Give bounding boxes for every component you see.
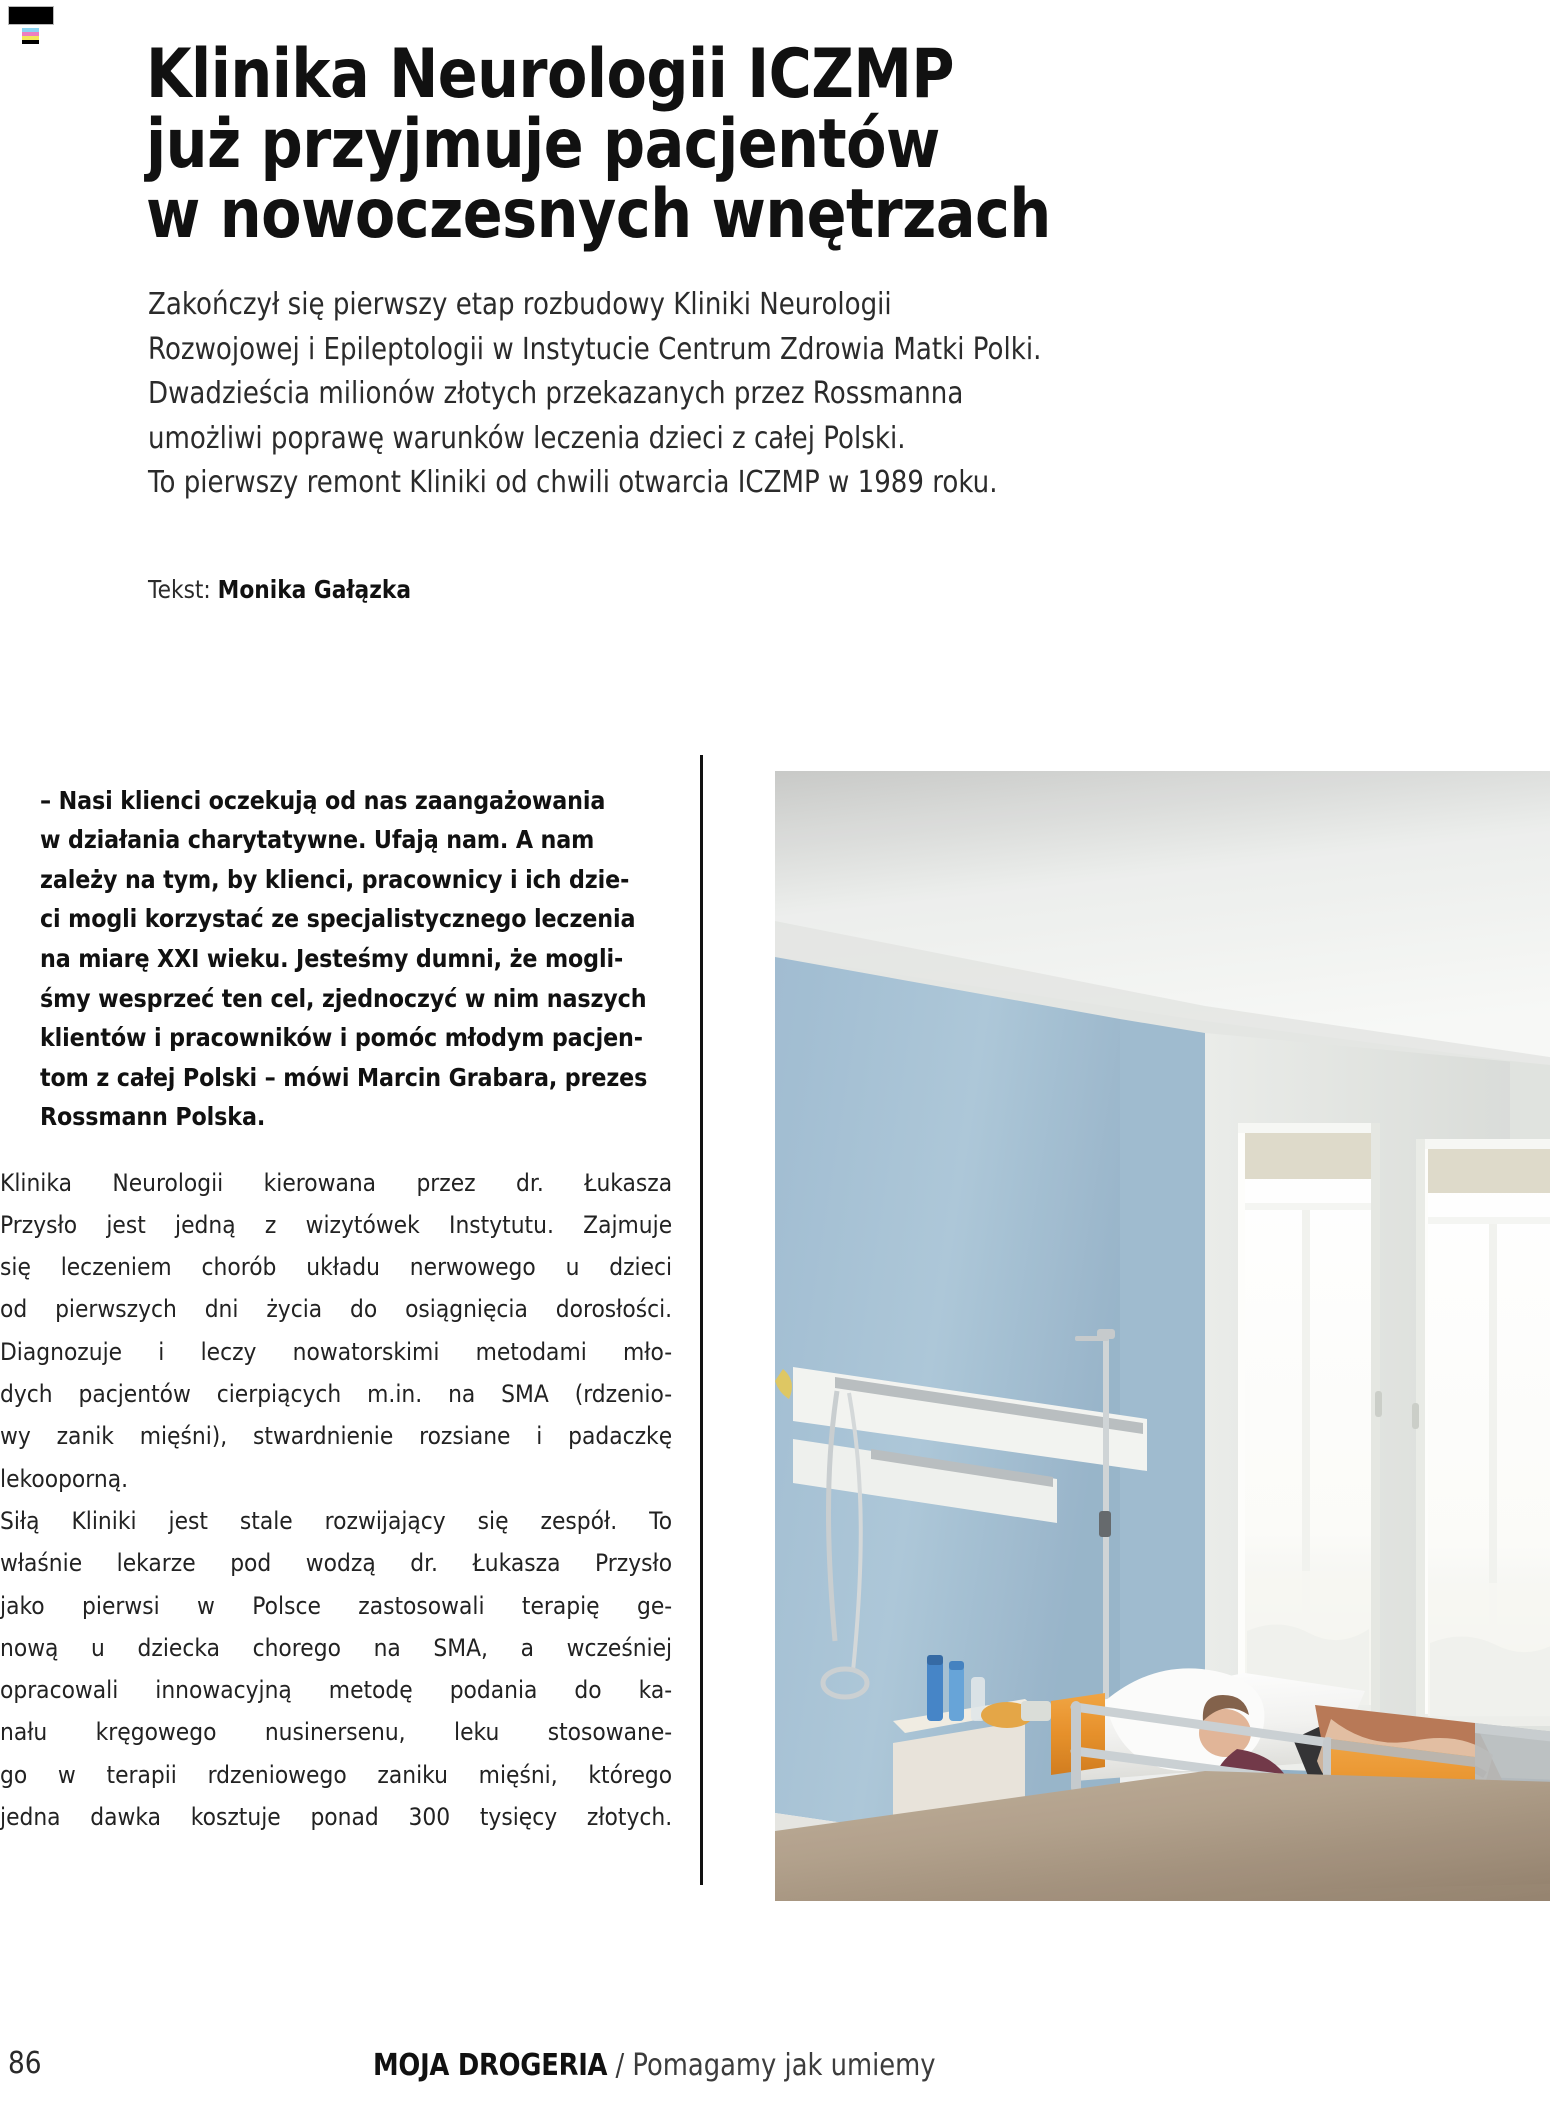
body-text-line	[0, 1542, 672, 1584]
footer-brand: MOJA DROGERIA	[373, 2048, 608, 2083]
column-divider-rule	[700, 755, 703, 1885]
body-text-word: 300	[408, 1801, 451, 1831]
body-text-line	[0, 1331, 672, 1373]
body-text-word: terapii	[106, 1759, 177, 1789]
body-text-word: leczy	[200, 1336, 257, 1366]
body-text-word: podania	[449, 1675, 538, 1705]
body-text-word: nerwowego	[409, 1252, 536, 1282]
body-text-word: go	[0, 1759, 28, 1789]
body-text-word: rozwijający	[324, 1505, 446, 1535]
body-text-word: wcześniej	[566, 1632, 673, 1662]
body-text-word: dr.	[410, 1548, 439, 1578]
body-text-word: nowatorskimi	[292, 1336, 440, 1366]
body-text-line	[0, 1204, 672, 1246]
byline-label: Tekst:	[148, 575, 211, 604]
body-text-word: kosztuje	[190, 1801, 281, 1831]
body-text-line	[0, 1669, 672, 1711]
body-text-word: rdzeniowego	[207, 1759, 347, 1789]
body-text-word: zaniku	[377, 1759, 448, 1789]
body-text-word: przez	[416, 1167, 476, 1197]
body-text-word: dorosłości.	[555, 1294, 673, 1324]
body-text-word: w	[57, 1759, 76, 1789]
pullquote-line-1: – Nasi klienci oczekują od nas zaangażowania	[40, 785, 606, 815]
pullquote-line-9: Rossmann Polska.	[40, 1102, 266, 1132]
body-text-word: jako	[0, 1590, 45, 1620]
body-text-word: Neurologii	[112, 1167, 224, 1197]
body-text-word: chorego	[252, 1632, 341, 1662]
body-text-word: na	[448, 1379, 476, 1409]
body-text-word: pod	[230, 1548, 272, 1578]
body-text-word: się	[477, 1505, 509, 1535]
body-text-word: do	[574, 1675, 602, 1705]
body-text-word: metodami	[475, 1336, 587, 1366]
body-text-line	[0, 1246, 672, 1288]
body-text-word: dr.	[516, 1167, 544, 1197]
body-text-word: Przysło	[595, 1548, 673, 1578]
body-text-word: złotych.	[586, 1801, 673, 1831]
body-text-word: mięśni,	[478, 1759, 558, 1789]
article-pullquote	[40, 781, 712, 1137]
body-text-word: dawka	[90, 1801, 162, 1831]
body-text-word: kręgowego	[95, 1717, 217, 1747]
lead-line-3: Dwadzieścia milionów złotych przekazanych przez Rossmanna	[148, 376, 964, 411]
body-text-word: stosowane-	[547, 1717, 673, 1747]
body-text-word: cierpiących	[216, 1379, 342, 1409]
body-text-word: jest	[106, 1209, 146, 1239]
body-text-word: do	[350, 1294, 378, 1324]
body-text-word: dni	[204, 1294, 239, 1324]
body-text-word: i	[158, 1336, 165, 1366]
body-text-word: To	[649, 1505, 673, 1535]
body-text-word: Klinika	[0, 1167, 72, 1197]
body-text-word: pierwszych	[55, 1294, 177, 1324]
body-text-word: Łukasza	[472, 1548, 561, 1578]
body-text-word: chorób	[201, 1252, 277, 1282]
print-registration-marks	[8, 6, 54, 48]
footer-magazine-title	[373, 2048, 936, 2084]
body-text-word: kierowana	[263, 1167, 377, 1197]
body-text-word: mięśni),	[139, 1421, 228, 1451]
footer-tagline: Pomagamy jak umiemy	[632, 2048, 936, 2083]
body-text-word: leczeniem	[60, 1252, 172, 1282]
body-text-word: właśnie	[0, 1548, 83, 1578]
body-text-word: ponad	[310, 1801, 379, 1831]
article-lead-paragraph	[148, 283, 1114, 506]
body-text-line: lekooporną.	[0, 1463, 129, 1493]
body-text-line	[0, 1500, 672, 1542]
body-text-word: (rdzenio-	[574, 1379, 673, 1409]
body-text-word: SMA,	[433, 1632, 488, 1662]
body-text-word: Zajmuje	[583, 1209, 673, 1239]
pullquote-line-6: śmy wesprzeć ten cel, zjednoczyć w nim naszych	[40, 983, 647, 1013]
body-text-word: SMA	[501, 1379, 549, 1409]
body-text-word: Polsce	[252, 1590, 321, 1620]
body-text-word: stale	[239, 1505, 293, 1535]
headline-line-1: Klinika Neurologii ICZMP	[146, 34, 955, 114]
body-text-line	[0, 1796, 672, 1838]
body-text-word: na	[373, 1632, 401, 1662]
body-text-word: u	[91, 1632, 105, 1662]
body-text-word: jedną	[175, 1209, 236, 1239]
body-text-line	[0, 1585, 672, 1627]
body-text-word: zastosowali	[358, 1590, 485, 1620]
body-text-word: jedna	[0, 1801, 61, 1831]
body-text-word: ka-	[638, 1675, 673, 1705]
pullquote-line-5: na miarę XXI wieku. Jesteśmy dumni, że mogli-	[40, 943, 624, 973]
body-text-line	[0, 1415, 672, 1457]
hospital-room-photo	[775, 771, 1550, 1901]
body-text-word: dzieci	[609, 1252, 673, 1282]
body-text-line	[0, 1627, 672, 1669]
body-text-word: od	[0, 1294, 28, 1324]
body-text-line	[0, 1288, 672, 1330]
registration-black-bar	[8, 6, 54, 25]
body-text-word: wizytówek	[305, 1209, 420, 1239]
body-text-word: m.in.	[367, 1379, 423, 1409]
body-text-word: leku	[454, 1717, 500, 1747]
body-text-word: tysięcy	[479, 1801, 558, 1831]
body-text-word: rozsiane	[419, 1421, 511, 1451]
color-swatch-black	[22, 40, 39, 44]
body-text-word: terapię	[521, 1590, 600, 1620]
headline-line-3: w nowoczesnych wnętrzach	[146, 174, 1051, 254]
body-text-line	[0, 1711, 672, 1753]
body-text-word: zanik	[56, 1421, 114, 1451]
body-text-word: w	[197, 1590, 215, 1620]
pullquote-line-3: zależy na tym, by klienci, pracownicy i ich dzie-	[40, 864, 630, 894]
lead-line-1: Zakończył się pierwszy etap rozbudowy Kliniki Neurologii	[148, 287, 892, 322]
body-text-line	[0, 1754, 672, 1796]
article-body-text	[0, 1162, 672, 1839]
body-text-word: dziecka	[137, 1632, 220, 1662]
lead-line-2: Rozwojowej i Epileptologii w Instytucie Centrum Zdrowia Matki Polki.	[148, 331, 1042, 367]
body-text-word: którego	[588, 1759, 673, 1789]
body-text-word: nału	[0, 1717, 48, 1747]
article-headline	[146, 34, 1051, 254]
body-text-word: Diagnozuje	[0, 1336, 123, 1366]
body-text-word: lekarze	[116, 1548, 196, 1578]
cmyk-color-swatches	[22, 28, 39, 44]
body-text-word: Przysło	[0, 1209, 78, 1239]
body-text-word: osiągnięcia	[405, 1294, 528, 1324]
body-text-word: pierwsi	[82, 1590, 160, 1620]
lead-line-4: umożliwi poprawę warunków leczenia dzieci z całej Polski.	[148, 420, 906, 456]
body-text-word: się	[0, 1252, 31, 1282]
body-text-line	[0, 1373, 672, 1415]
body-text-word: Kliniki	[71, 1505, 137, 1535]
article-byline	[148, 575, 411, 605]
body-text-word: Łukasza	[584, 1167, 673, 1197]
hospital-room-illustration	[775, 771, 1550, 1901]
lead-line-5: To pierwszy remont Kliniki od chwili otwarcia ICZMP w 1989 roku.	[148, 465, 998, 500]
body-text-word: a	[520, 1632, 534, 1662]
body-text-word: zespół.	[540, 1505, 618, 1535]
body-text-word: wodzą	[305, 1548, 376, 1578]
pullquote-line-8: tom z całej Polski – mówi Marcin Grabara, prezes	[40, 1062, 648, 1092]
body-text-line	[0, 1162, 672, 1204]
body-text-word: jest	[168, 1505, 208, 1535]
body-text-word: padaczkę	[568, 1421, 673, 1451]
pullquote-line-2: w działania charytatywne. Ufają nam. A nam	[40, 825, 595, 855]
body-text-word: układu	[306, 1252, 380, 1282]
body-text-word: pacjentów	[78, 1379, 191, 1409]
footer-separator: /	[615, 2048, 625, 2083]
pullquote-line-7: klientów i pracowników i pomóc młodym pacjen-	[40, 1023, 643, 1053]
body-text-word: dych	[0, 1379, 53, 1409]
body-text-word: nową	[0, 1632, 59, 1662]
body-text-word: metodę	[328, 1675, 413, 1705]
body-text-word: nusinersenu,	[264, 1717, 406, 1747]
byline-author-name: Monika Gałązka	[217, 575, 412, 604]
body-text-word: Instytutu.	[449, 1209, 554, 1239]
body-text-word: ge-	[636, 1590, 673, 1620]
body-text-word: wy	[0, 1421, 31, 1451]
body-text-word: Siłą	[0, 1505, 40, 1535]
body-text-word: u	[565, 1252, 580, 1282]
body-text-word: innowacyjną	[155, 1675, 292, 1705]
pullquote-line-4: ci mogli korzystać ze specjalistycznego leczenia	[40, 904, 636, 934]
body-text-word: mło-	[622, 1336, 673, 1366]
page-number: 86	[8, 2046, 42, 2081]
article-text-column	[0, 756, 672, 1838]
headline-line-2: już przyjmuje pacjentów	[146, 104, 940, 184]
body-text-word: stwardnienie	[253, 1421, 394, 1451]
body-text-word: życia	[266, 1294, 323, 1324]
body-text-word: opracowali	[0, 1675, 119, 1705]
body-text-word: i	[536, 1421, 543, 1451]
body-text-word: z	[264, 1209, 277, 1239]
